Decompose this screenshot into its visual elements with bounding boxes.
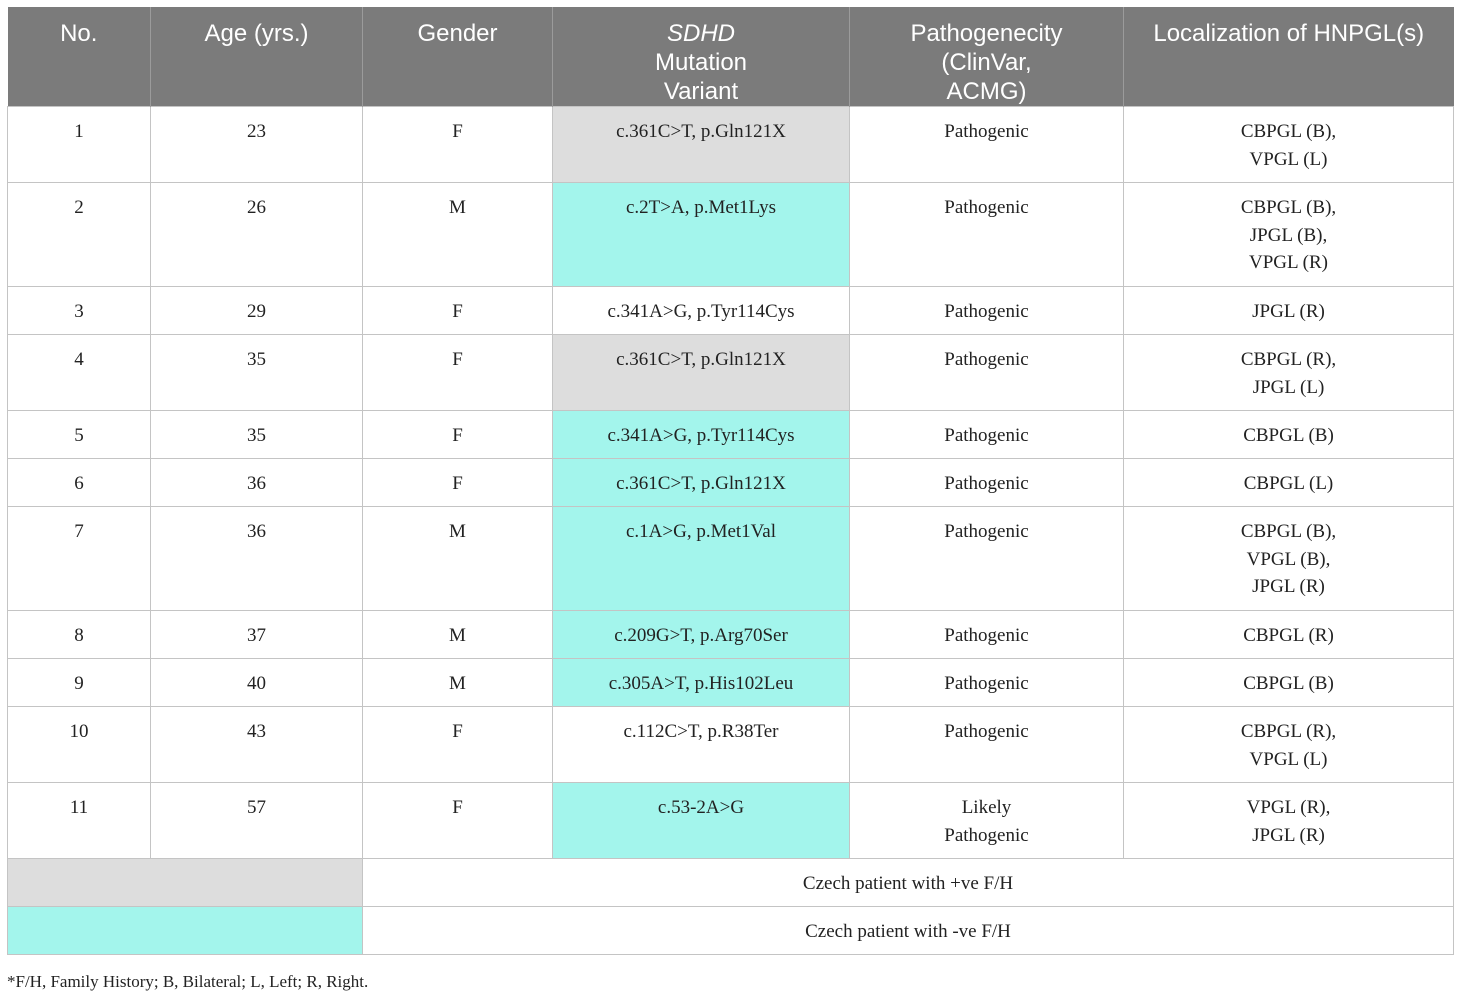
cell-pathogenicity [850,287,1124,335]
cell-pathogenicity [850,507,1124,611]
cell-localization-line: VPGL (L) [1249,148,1328,170]
cell-pathogenicity-line: Pathogenic [944,425,1029,446]
table-row [8,611,1454,659]
column-header-no [8,7,151,107]
cell-pathogenicity [850,411,1124,459]
cell-pathogenicity [850,459,1124,507]
legend-label: Czech patient with -ve F/H [363,907,1454,955]
cell-localization [1124,335,1454,411]
header-row [8,7,1454,107]
cell-mutation [553,287,850,335]
table-row [8,459,1454,507]
cell-pathogenicity [850,659,1124,707]
cell-no: 5 [8,411,151,459]
cell-localization [1124,287,1454,335]
cell-mutation [553,107,850,183]
cell-gender: F [363,107,553,183]
cell-localization-line: VPGL (R) [1249,252,1328,273]
cell-localization-line: CBPGL (B), [1240,197,1337,218]
cell-pathogenicity [850,183,1124,287]
cell-pathogenicity [850,611,1124,659]
cell-localization-line: JPGL (R) [1252,576,1325,597]
table-row [8,411,1454,459]
cell-pathogenicity [850,107,1124,183]
column-header-line: ACMG) [946,78,1027,105]
cell-localization-line: CBPGL (R) [1243,625,1334,646]
cell-gender: M [363,507,553,611]
cell-mutation-line: c.341A>G, p.Tyr114Cys [607,301,795,322]
column-header-line: Age (yrs.) [204,20,309,47]
cell-mutation-line: c.53-2A>G [657,797,745,818]
cell-age: 43 [151,707,363,783]
cell-age: 26 [151,183,363,287]
cell-mutation [553,659,850,707]
cell-localization [1124,783,1454,859]
table-footnote: *F/H, Family History; B, Bilateral; L, Left; R, Right. [7,972,369,991]
cell-localization-line: JPGL (R) [1252,824,1325,846]
cell-localization [1124,411,1454,459]
cell-no: 3 [8,287,151,335]
cell-localization [1124,507,1454,611]
table-body [8,107,1454,955]
cell-pathogenicity-line: Pathogenic [944,721,1029,742]
cell-gender: M [363,183,553,287]
cell-pathogenicity [850,335,1124,411]
cell-gender: F [363,783,553,859]
cell-mutation-line: c.1A>G, p.Met1Val [625,521,777,542]
cell-age: 36 [151,459,363,507]
cell-no: 1 [8,107,151,183]
table-row [8,107,1454,183]
cell-localization [1124,183,1454,287]
cell-localization-line: CBPGL (B) [1243,673,1334,694]
cell-age: 36 [151,507,363,611]
cell-localization [1124,611,1454,659]
cell-pathogenicity-line: Pathogenic [944,349,1029,370]
cell-no: 10 [8,707,151,783]
column-header-line: Localization of HNPGL(s) [1153,20,1425,47]
column-header-age [151,7,363,107]
cell-mutation-line: c.112C>T, p.R38Ter [623,721,779,742]
table-row [8,707,1454,783]
cell-age: 35 [151,411,363,459]
cell-no: 6 [8,459,151,507]
cell-no: 8 [8,611,151,659]
legend-row [8,859,1454,907]
cell-localization [1124,707,1454,783]
cell-localization-line: VPGL (B), [1246,548,1331,570]
cell-no: 9 [8,659,151,707]
cell-localization-line: CBPGL (B), [1240,121,1337,142]
column-header-line: Gender [417,20,498,47]
cell-pathogenicity-line: Pathogenic [944,301,1029,322]
cell-mutation-line: c.361C>T, p.Gln121X [616,473,786,494]
cell-gender: M [363,611,553,659]
column-header-pathogenicity [850,7,1124,107]
cell-localization-line: VPGL (L) [1249,748,1328,770]
cell-mutation-line: c.341A>G, p.Tyr114Cys [607,425,795,446]
table-row [8,783,1454,859]
cell-no: 7 [8,507,151,611]
table-row [8,507,1454,611]
cell-mutation [553,411,850,459]
cell-localization-line: CBPGL (R), [1240,349,1337,370]
cell-mutation-line: c.361C>T, p.Gln121X [616,349,786,370]
column-header-line: No. [60,20,98,47]
cell-gender: F [363,411,553,459]
column-header-line: Pathogenecity [910,20,1063,47]
cell-pathogenicity-line: Pathogenic [944,121,1029,142]
cell-no: 2 [8,183,151,287]
cell-mutation [553,335,850,411]
sdhd-mutation-table [7,7,1454,955]
table-row [8,287,1454,335]
cell-mutation-line: c.2T>A, p.Met1Lys [625,197,777,218]
cell-mutation [553,183,850,287]
cell-pathogenicity-line: Pathogenic [944,521,1029,542]
cell-mutation-line: c.209G>T, p.Arg70Ser [614,625,788,646]
cell-gender: F [363,287,553,335]
cell-age: 35 [151,335,363,411]
table-row [8,659,1454,707]
cell-localization [1124,459,1454,507]
legend-row [8,907,1454,955]
cell-mutation [553,507,850,611]
cell-localization [1124,659,1454,707]
cell-pathogenicity-line: Pathogenic [944,625,1029,646]
cell-pathogenicity-line: Pathogenic [944,824,1029,846]
cell-localization-line: JPGL (R) [1252,301,1325,322]
cell-age: 37 [151,611,363,659]
cell-age: 40 [151,659,363,707]
cell-gender: M [363,659,553,707]
cell-pathogenicity [850,783,1124,859]
cell-age: 57 [151,783,363,859]
cell-no: 4 [8,335,151,411]
cell-mutation [553,611,850,659]
cell-mutation-line: c.361C>T, p.Gln121X [616,121,786,142]
cell-gender: F [363,459,553,507]
legend-swatch [8,859,363,907]
table-row [8,183,1454,287]
legend-swatch [8,907,363,955]
cell-localization-line: VPGL (R), [1246,797,1331,818]
cell-pathogenicity-line: Pathogenic [944,197,1029,218]
cell-no: 11 [8,783,151,859]
cell-localization-line: CBPGL (L) [1243,473,1334,494]
cell-mutation [553,459,850,507]
cell-mutation [553,707,850,783]
column-header-gender [363,7,553,107]
cell-localization [1124,107,1454,183]
legend-label: Czech patient with +ve F/H [363,859,1454,907]
cell-age: 29 [151,287,363,335]
cell-mutation [553,783,850,859]
cell-localization-line: CBPGL (B), [1240,521,1337,542]
cell-localization-line: CBPGL (R), [1240,721,1337,742]
column-header-line: Variant [663,78,739,105]
column-header-line: (ClinVar, [941,49,1032,76]
cell-gender: F [363,707,553,783]
column-header-line: Mutation [654,49,748,76]
cell-age: 23 [151,107,363,183]
cell-pathogenicity-line: Likely [961,797,1012,818]
cell-pathogenicity-line: Pathogenic [944,673,1029,694]
cell-localization-line: CBPGL (B) [1243,425,1334,446]
cell-mutation-line: c.305A>T, p.His102Leu [608,673,794,694]
cell-pathogenicity-line: Pathogenic [944,473,1029,494]
column-header-line: SDHD [666,20,735,47]
cell-pathogenicity [850,707,1124,783]
cell-gender: F [363,335,553,411]
table-header [8,7,1454,107]
table-row [8,335,1454,411]
column-header-localization [1124,7,1454,107]
cell-localization-line: JPGL (B), [1249,224,1328,246]
column-header-mutation [553,7,850,107]
cell-localization-line: JPGL (L) [1252,376,1325,398]
